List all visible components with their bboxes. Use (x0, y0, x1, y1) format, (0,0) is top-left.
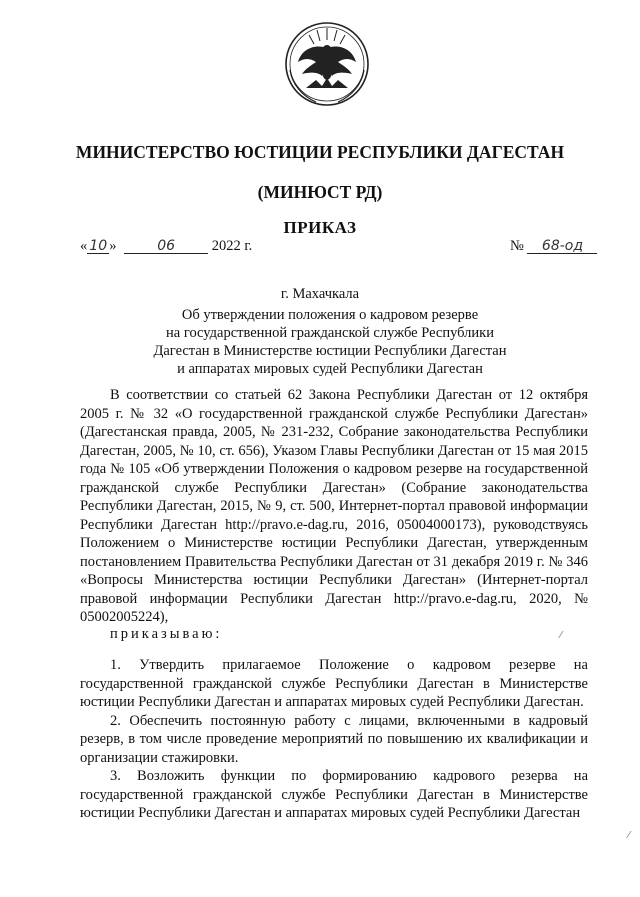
subject-line: Дагестан в Министерстве юстиции Республики Дагестан (153, 343, 507, 359)
decree-word: приказываю: (110, 626, 223, 642)
scan-mark: ⁄ (628, 830, 630, 841)
city-name: г. Махачкала (280, 286, 360, 302)
date-day: 10 (87, 239, 109, 254)
subject-line: Об утверждении положения о кадровом резерве (181, 307, 479, 323)
document-date: « 10 » 06 2022 г. (80, 238, 253, 254)
subject-line: и аппаратах мировых судей Республики Дагестан (177, 361, 483, 377)
document-subject (140, 306, 520, 378)
date-month: 06 (124, 239, 208, 254)
scan-mark: ⁄ (560, 630, 562, 641)
preamble-paragraph: В соответствии со статьей 62 Закона Республики Дагестан от 12 октября 2005 г. № 32 «О государственной гражданской службе Республики Дагестан» (Дагестанская правда, 2005, № 231-232, Собрание законодательства Республики Дагестан, 2005, № 10, ст. 656), Указом Главы Республики Дагестан от 15 мая 2015 года № 105 «Об утверждении Положения о кадровом резерве на государственной гражданской службе Республики Дагестан» (Собрание законодательства Республики Дагестан, 2015, № 9, ст. 500, Интернет-портал правовой информации Республики Дагестан http://pravo.e-dag.ru, 2016, 05004000173), руководствуясь Положением о Министерстве юстиции Республики Дагестан, утвержденным постановлением Правительства Республики Дагестан от 31 декабря 2019 г. № 346 «Вопросы Министерства юстиции Республики Дагестан» (Интернет-портал правовой информации Республики Дагестан http://pravo.e-dag.ru, 2020, № 05002005224), (80, 387, 588, 625)
date-year: 2022 г. (211, 238, 253, 254)
organization-name: МИНИСТЕРСТВО ЮСТИЦИИ РЕСПУБЛИКИ ДАГЕСТАН (75, 142, 565, 162)
document-type-title: ПРИКАЗ (283, 218, 357, 237)
coat-of-arms-emblem (272, 18, 382, 110)
order-item: 1. Утвердить прилагаемое Положение о кадровом резерве на государственной гражданской службе Республики Дагестан в Министерстве юстиции Республики Дагестан и аппаратах мировых судей Республики Дагестан. (80, 657, 588, 710)
document-number: № 68-од (510, 238, 597, 255)
order-items (80, 656, 588, 823)
document-number-value: 68-од (527, 239, 597, 254)
order-item: 2. Обеспечить постоянную работу с лицами, включенными в кадровый резерв, в том числе проведение мероприятий по повышению их квалификации и организации стажировки. (80, 712, 588, 766)
subject-line: на государственной гражданской службе Республики (166, 325, 494, 341)
organization-abbreviation: (МИНЮСТ РД) (257, 182, 383, 202)
order-item: 3. Возложить функции по формированию кадрового резерва на государственной гражданской службе Республики Дагестан в Министерстве юстиции Республики Дагестан и аппаратах мировых судей Республики Дагестан (80, 768, 588, 821)
